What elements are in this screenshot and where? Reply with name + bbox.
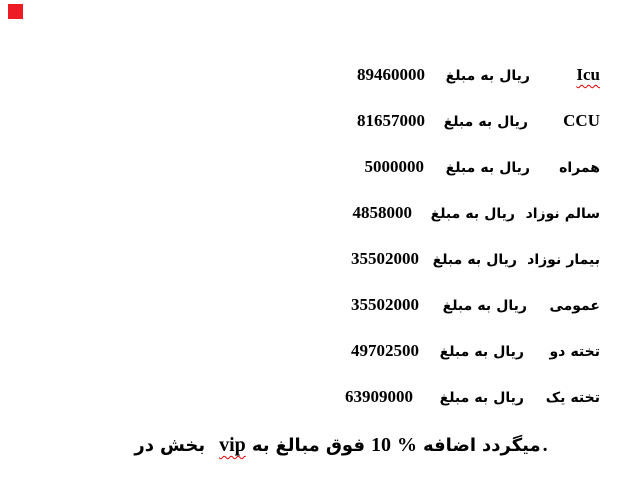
amount-unit-phrase (440, 338, 524, 365)
amount-unit-phrase (433, 246, 517, 273)
persian-word: بیمار (566, 252, 600, 268)
row-amount: 63909000 (345, 387, 413, 406)
price-row (0, 384, 626, 410)
footer-word: % (396, 434, 417, 456)
persian-word: ریال (497, 114, 528, 130)
footer-word: بخش (159, 435, 206, 456)
price-row (0, 338, 626, 364)
amount-unit-phrase (431, 200, 515, 227)
price-row (0, 62, 626, 88)
footer-word: . (542, 434, 548, 456)
persian-word: تخته (570, 344, 600, 360)
ward-label (576, 62, 600, 88)
row-amount: 35502000 (351, 295, 419, 314)
footer-word: اضافه (422, 435, 477, 456)
ward-label (549, 338, 600, 365)
persian-word: مبلغ (439, 344, 470, 360)
persian-word: ریال (484, 206, 515, 222)
footer-word: مبالغ (275, 435, 320, 456)
persian-word: ریال (486, 252, 517, 268)
persian-word: مبلغ (445, 68, 476, 84)
footer-word: به (251, 435, 270, 456)
persian-word: به (474, 390, 489, 406)
persian-word: ریال (496, 298, 527, 314)
persian-word: ریال (493, 390, 524, 406)
persian-word: به (465, 206, 480, 222)
persian-word: نوزاد (527, 252, 562, 268)
persian-word: ریال (493, 344, 524, 360)
row-amount: 4858000 (352, 203, 412, 222)
persian-word: ریال (499, 160, 530, 176)
ward-label (546, 384, 600, 411)
amount-unit-phrase (443, 292, 527, 319)
persian-word: مبلغ (443, 114, 474, 130)
latin-label: CCU (563, 111, 600, 130)
persian-word: مبلغ (432, 252, 463, 268)
persian-word: مبلغ (430, 206, 461, 222)
persian-word: یک (545, 390, 566, 406)
latin-label-misspelled: Icu (576, 65, 600, 84)
row-amount: 81657000 (357, 111, 425, 130)
persian-word: عمومی (549, 298, 600, 314)
persian-word: نوزاد (525, 206, 560, 222)
persian-word: دو (549, 344, 566, 360)
footer-note (56, 430, 626, 460)
footer-word: در (134, 435, 154, 456)
ward-label (563, 108, 600, 134)
amount-unit-phrase (444, 108, 528, 135)
persian-word: به (477, 298, 492, 314)
price-row (0, 292, 626, 318)
footer-word: میگردد (482, 435, 541, 456)
persian-word: به (474, 344, 489, 360)
ward-label (527, 246, 600, 273)
footer-word: 10 (370, 434, 391, 456)
persian-word: همراه (559, 160, 600, 176)
persian-word: به (478, 114, 493, 130)
persian-word: به (480, 160, 495, 176)
price-row (0, 108, 626, 134)
price-row (0, 246, 626, 272)
price-row (0, 200, 626, 226)
row-amount: 89460000 (357, 65, 425, 84)
persian-word: مبلغ (445, 160, 476, 176)
ward-label (559, 154, 600, 181)
red-square-marker (8, 4, 23, 19)
persian-word: تخته (570, 390, 600, 406)
price-row (0, 154, 626, 180)
persian-word: ریال (499, 68, 530, 84)
vip-word: vip (219, 434, 246, 456)
persian-word: مبلغ (442, 298, 473, 314)
amount-unit-phrase (446, 62, 530, 89)
persian-word: مبلغ (439, 390, 470, 406)
persian-word: به (480, 68, 495, 84)
ward-label (526, 200, 600, 227)
amount-unit-phrase (440, 384, 524, 411)
row-amount: 49702500 (351, 341, 419, 360)
persian-word: سالم (564, 206, 600, 222)
ward-label (549, 292, 600, 319)
row-amount: 35502000 (351, 249, 419, 268)
row-amount: 5000000 (364, 157, 424, 176)
persian-word: به (467, 252, 482, 268)
amount-unit-phrase (446, 154, 530, 181)
footer-word: فوق (325, 435, 365, 456)
